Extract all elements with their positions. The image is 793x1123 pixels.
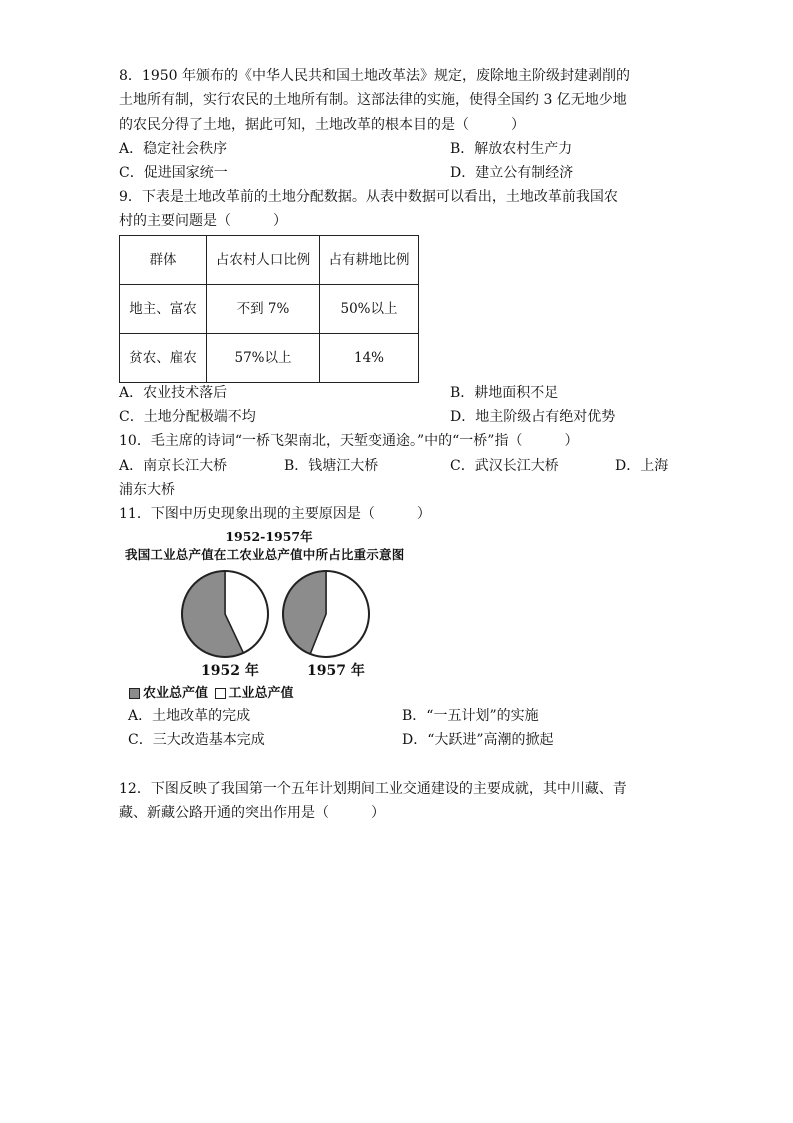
pie-label-1957: 1957 年 bbox=[307, 663, 365, 679]
q8-option-a[interactable]: A．稳定社会秩序 bbox=[119, 141, 228, 157]
table-cell: 14% bbox=[320, 334, 419, 383]
q9-option-a[interactable]: A．农业技术落后 bbox=[119, 385, 228, 401]
table-header-cell: 占农村人口比例 bbox=[207, 236, 320, 285]
q8-option-d[interactable]: D．建立公有制经济 bbox=[450, 165, 574, 181]
chart-legend bbox=[129, 682, 294, 701]
q12-stem-line1: 12．下图反映了我国第一个五年计划期间工业交通建设的主要成就，其中川藏、青 bbox=[119, 781, 627, 797]
table-row bbox=[120, 285, 419, 334]
legend-swatch-industry bbox=[215, 688, 226, 699]
pie-label-1952: 1952 年 bbox=[201, 663, 259, 679]
q11-option-b[interactable]: B．“一五计划”的实施 bbox=[402, 708, 539, 724]
q9-option-b[interactable]: B．耕地面积不足 bbox=[450, 385, 559, 401]
legend-swatch-agriculture bbox=[129, 688, 140, 699]
table-cell: 不到 7% bbox=[207, 285, 320, 334]
table-header-cell: 群体 bbox=[120, 236, 207, 285]
q11-option-d[interactable]: D．“大跃进”高潮的掀起 bbox=[402, 732, 554, 748]
legend-label-agriculture: 农业总产值 bbox=[143, 686, 209, 701]
chart-title: 1952-1957年 bbox=[225, 529, 313, 544]
q11-option-a[interactable]: A．土地改革的完成 bbox=[128, 708, 251, 724]
q10-option-c[interactable]: C．武汉长江大桥 bbox=[450, 458, 559, 474]
q11-stem: 11．下图中历史现象出现的主要原因是（ ） bbox=[119, 506, 431, 522]
q9-stem-line2: 村的主要问题是（ ） bbox=[119, 213, 287, 229]
q9-option-d[interactable]: D．地主阶级占有绝对优势 bbox=[450, 409, 616, 425]
q10-option-d-continued: 浦东大桥 bbox=[119, 482, 175, 498]
q8-option-c[interactable]: C．促进国家统一 bbox=[119, 165, 228, 181]
q8-stem-line2: 土地所有制，实行农民的土地所有制。这部法律的实施，使得全国约 3 亿无地少地 bbox=[119, 92, 627, 108]
q8-option-b[interactable]: B．解放农村生产力 bbox=[450, 141, 573, 157]
q9-stem-line1: 9．下表是土地改革前的土地分配数据。从表中数据可以看出，土地改革前我国农 bbox=[119, 189, 618, 205]
table-header-cell: 占有耕地比例 bbox=[320, 236, 419, 285]
q11-option-c[interactable]: C．三大改造基本完成 bbox=[128, 732, 265, 748]
table-cell: 57%以上 bbox=[207, 334, 320, 383]
q10-stem: 10．毛主席的诗词“一桥飞架南北，天堑变通途。”中的“一桥”指（ ） bbox=[119, 433, 579, 449]
table-cell: 地主、富农 bbox=[120, 285, 207, 334]
chart-subtitle: 我国工业总产值在工农业总产值中所占比重示意图 bbox=[125, 547, 405, 562]
q10-option-a[interactable]: A．南京长江大桥 bbox=[119, 458, 228, 474]
table-cell: 50%以上 bbox=[320, 285, 419, 334]
pie-chart-1957 bbox=[280, 568, 372, 660]
q8-stem-line1: 8．1950 年颁布的《中华人民共和国土地改革法》规定，废除地主阶级封建剥削的 bbox=[119, 68, 630, 84]
pie-chart-1952 bbox=[179, 568, 271, 660]
land-distribution-table bbox=[119, 235, 419, 383]
q8-stem-line3: 的农民分得了土地，据此可知，土地改革的根本目的是（ ） bbox=[119, 117, 525, 133]
q10-option-b[interactable]: B．钱塘江大桥 bbox=[284, 458, 379, 474]
table-header-row bbox=[120, 236, 419, 285]
q10-option-d[interactable]: D．上海 bbox=[615, 458, 669, 474]
industry-share-pie-charts bbox=[119, 527, 429, 702]
q9-option-c[interactable]: C．土地分配极端不均 bbox=[119, 409, 256, 425]
table-row bbox=[120, 334, 419, 383]
legend-label-industry: 工业总产值 bbox=[228, 686, 294, 701]
q12-stem-line2: 藏、新藏公路开通的突出作用是（ ） bbox=[119, 805, 385, 821]
table-cell: 贫农、雇农 bbox=[120, 334, 207, 383]
